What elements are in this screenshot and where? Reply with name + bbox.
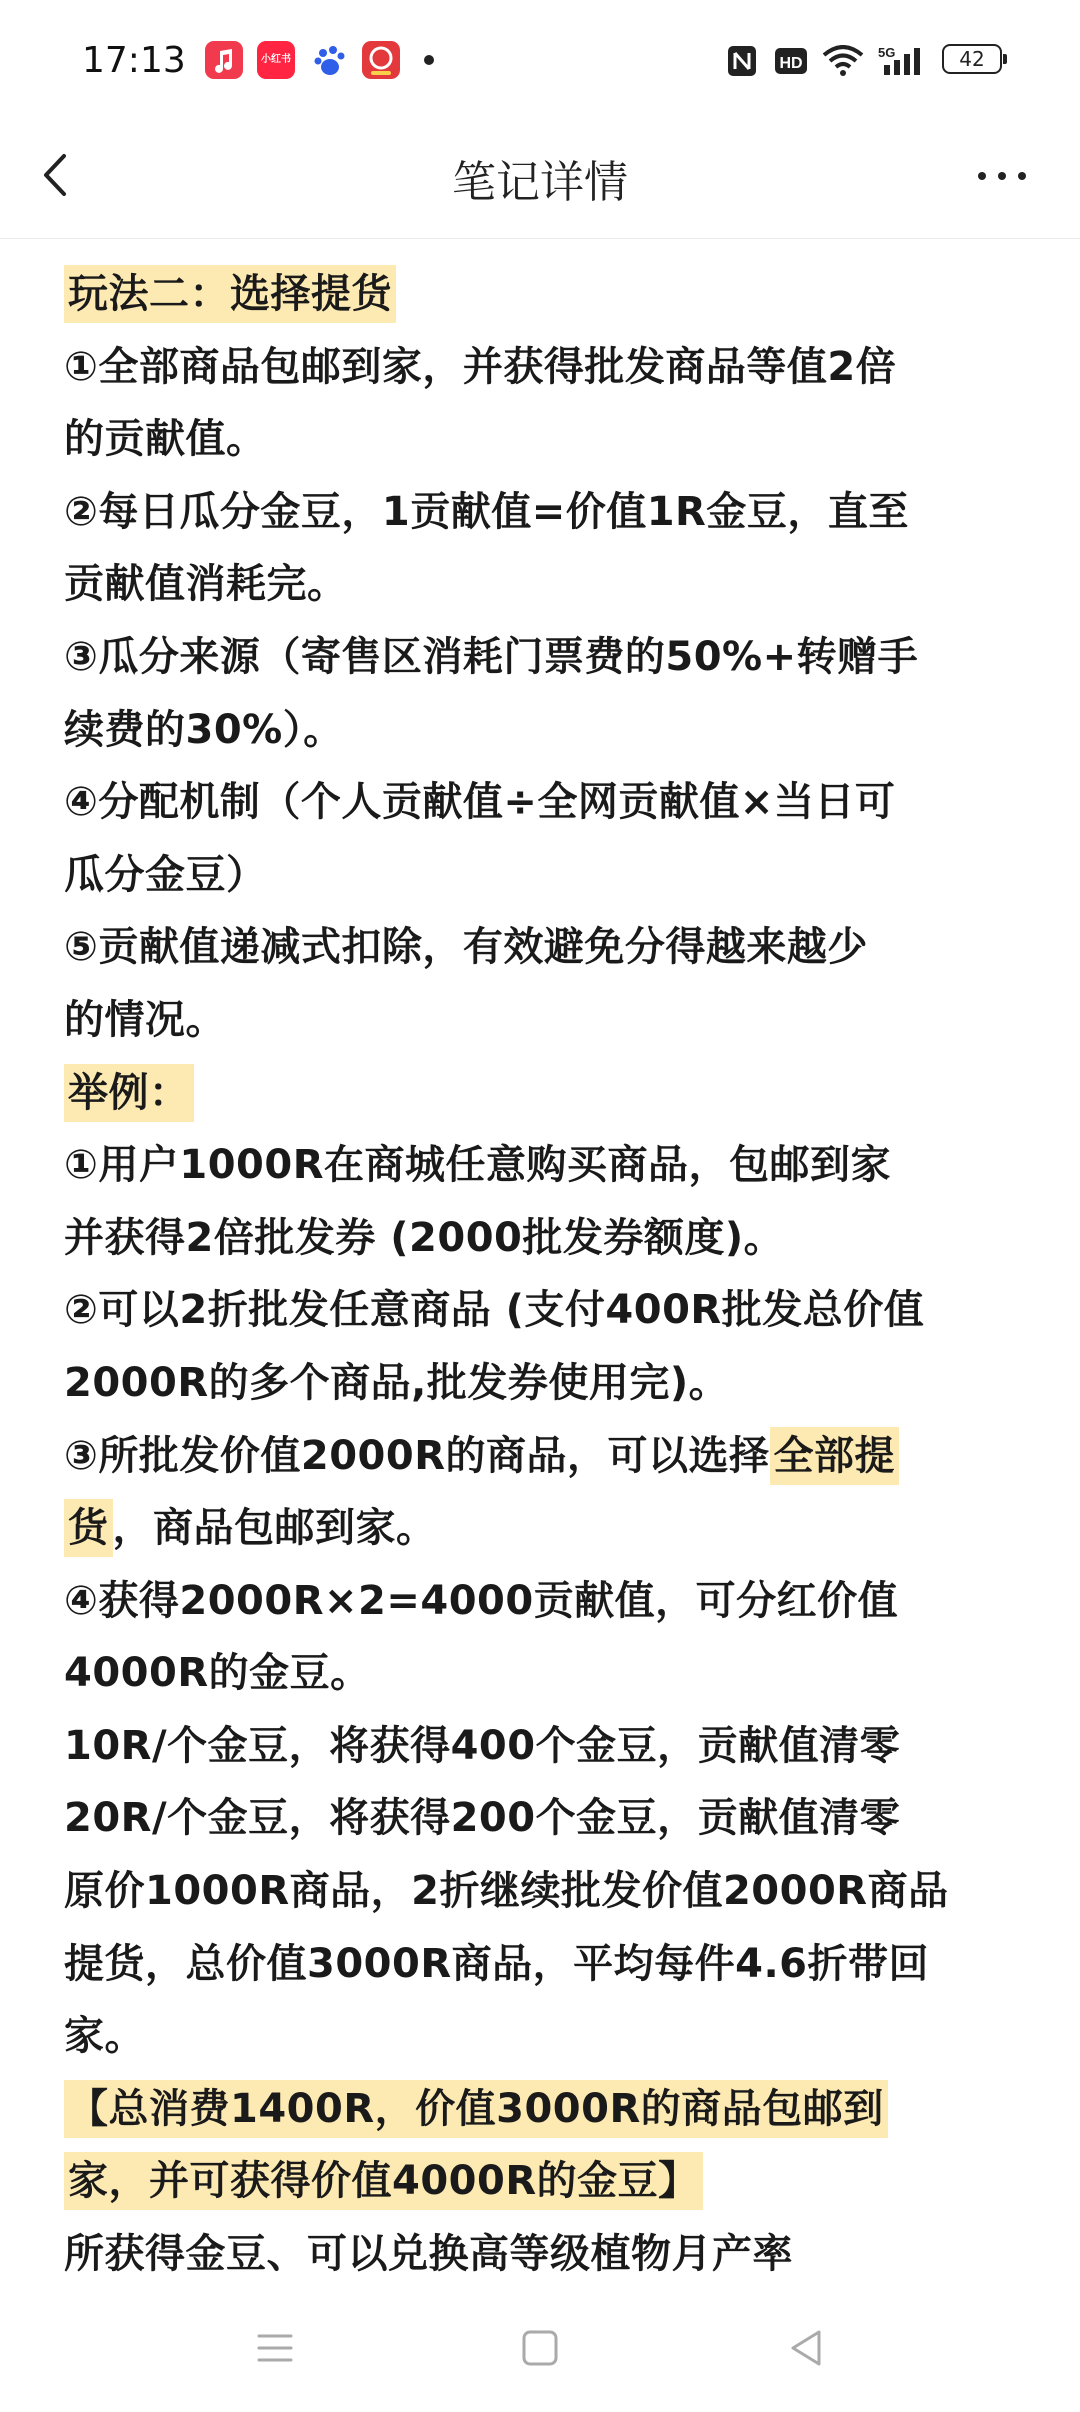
note-line [64, 1057, 1024, 1130]
line-text: ③所批发价值2000R的商品，可以选择 [64, 1432, 770, 1479]
note-line: ③瓜分来源（寄售区消耗门票费的50%+转赠手 [64, 633, 919, 680]
5g-signal-icon [878, 45, 928, 77]
note-line: ②可以2折批发任意商品 (支付400R批发总价值 [64, 1287, 925, 1334]
line-text: ，商品包邮到家。 [112, 1505, 437, 1552]
wifi-icon [822, 45, 864, 77]
note-line [64, 2145, 1024, 2218]
highlight-text: 全部提 [770, 1427, 900, 1485]
highlight-text: 玩法二：选择提货 [64, 265, 396, 323]
highlight-text: 【总消费1400R，价值3000R的商品包邮到 [64, 2080, 888, 2138]
note-line: 提货，总价值3000R商品，平均每件4.6折带回 [64, 1940, 929, 1987]
note-line: 2000R的多个商品,批发券使用完)。 [64, 1359, 730, 1406]
menu-icon[interactable] [245, 2318, 305, 2378]
note-line: 贡献值消耗完。 [64, 561, 348, 608]
highlight-text: 货 [64, 1499, 113, 1557]
note-line [64, 2073, 1024, 2146]
note-line: 并获得2倍批发券 (2000批发券额度)。 [64, 1214, 785, 1261]
top-nav-bar [0, 120, 1080, 239]
note-line: 续费的30%）。 [64, 706, 344, 753]
note-line [64, 1492, 1024, 1565]
note-line: 20R/个金豆，将获得200个金豆，贡献值清零 [64, 1795, 901, 1842]
note-line: ②每日瓜分金豆，1贡献值=价值1R金豆，直至 [64, 488, 909, 535]
note-line: 家。 [64, 2013, 145, 2060]
battery-indicator: 42 [942, 44, 1002, 74]
hd-icon [774, 45, 808, 77]
note-content [64, 258, 1024, 2291]
more-notifications-dot [424, 55, 434, 65]
music-app-icon [205, 41, 243, 79]
note-line: ⑤贡献值递减式扣除，有效避免分得越来越少 [64, 924, 868, 971]
note-line: ④获得2000R×2=4000贡献值，可分红价值 [64, 1577, 899, 1624]
note-line: 的贡献值。 [64, 416, 267, 463]
svg-text:HD: HD [779, 55, 803, 72]
back-triangle-icon[interactable] [777, 2318, 837, 2378]
nfc-icon [727, 45, 757, 77]
xiaohongshu-icon: 小红书 [257, 41, 295, 79]
more-dots-icon [970, 150, 1040, 200]
note-line: ①用户1000R在商城任意购买商品，包邮到家 [64, 1142, 891, 1189]
highlight-text: 家，并可获得价值4000R的金豆】 [64, 2152, 703, 2210]
note-line: 的情况。 [64, 996, 226, 1043]
note-line: ①全部商品包邮到家，并获得批发商品等值2倍 [64, 343, 897, 390]
page-title: 笔记详情 [452, 157, 628, 208]
note-line: 原价1000R商品，2折继续批发价值2000R商品 [64, 1868, 949, 1915]
note-line: 瓜分金豆） [64, 851, 267, 898]
note-line: ④分配机制（个人贡献值÷全网贡献值×当日可 [64, 779, 896, 826]
status-bar [0, 0, 1080, 120]
note-line: 10R/个金豆，将获得400个金豆，贡献值清零 [64, 1722, 901, 1769]
status-time: 17:13 [82, 40, 186, 81]
svg-text:5G: 5G [878, 45, 896, 60]
note-line: 所获得金豆、可以兑换高等级植物月产率 [64, 2231, 793, 2278]
home-square-icon[interactable] [510, 2318, 570, 2378]
baidu-icon [311, 41, 349, 79]
more-button[interactable] [970, 150, 1040, 200]
system-nav-bar [0, 2292, 1080, 2412]
highlight-text: 举例： [64, 1064, 194, 1122]
note-line [64, 258, 1024, 331]
jd-icon [362, 41, 400, 79]
note-line: 4000R的金豆。 [64, 1650, 371, 1697]
note-line [64, 1420, 1024, 1493]
